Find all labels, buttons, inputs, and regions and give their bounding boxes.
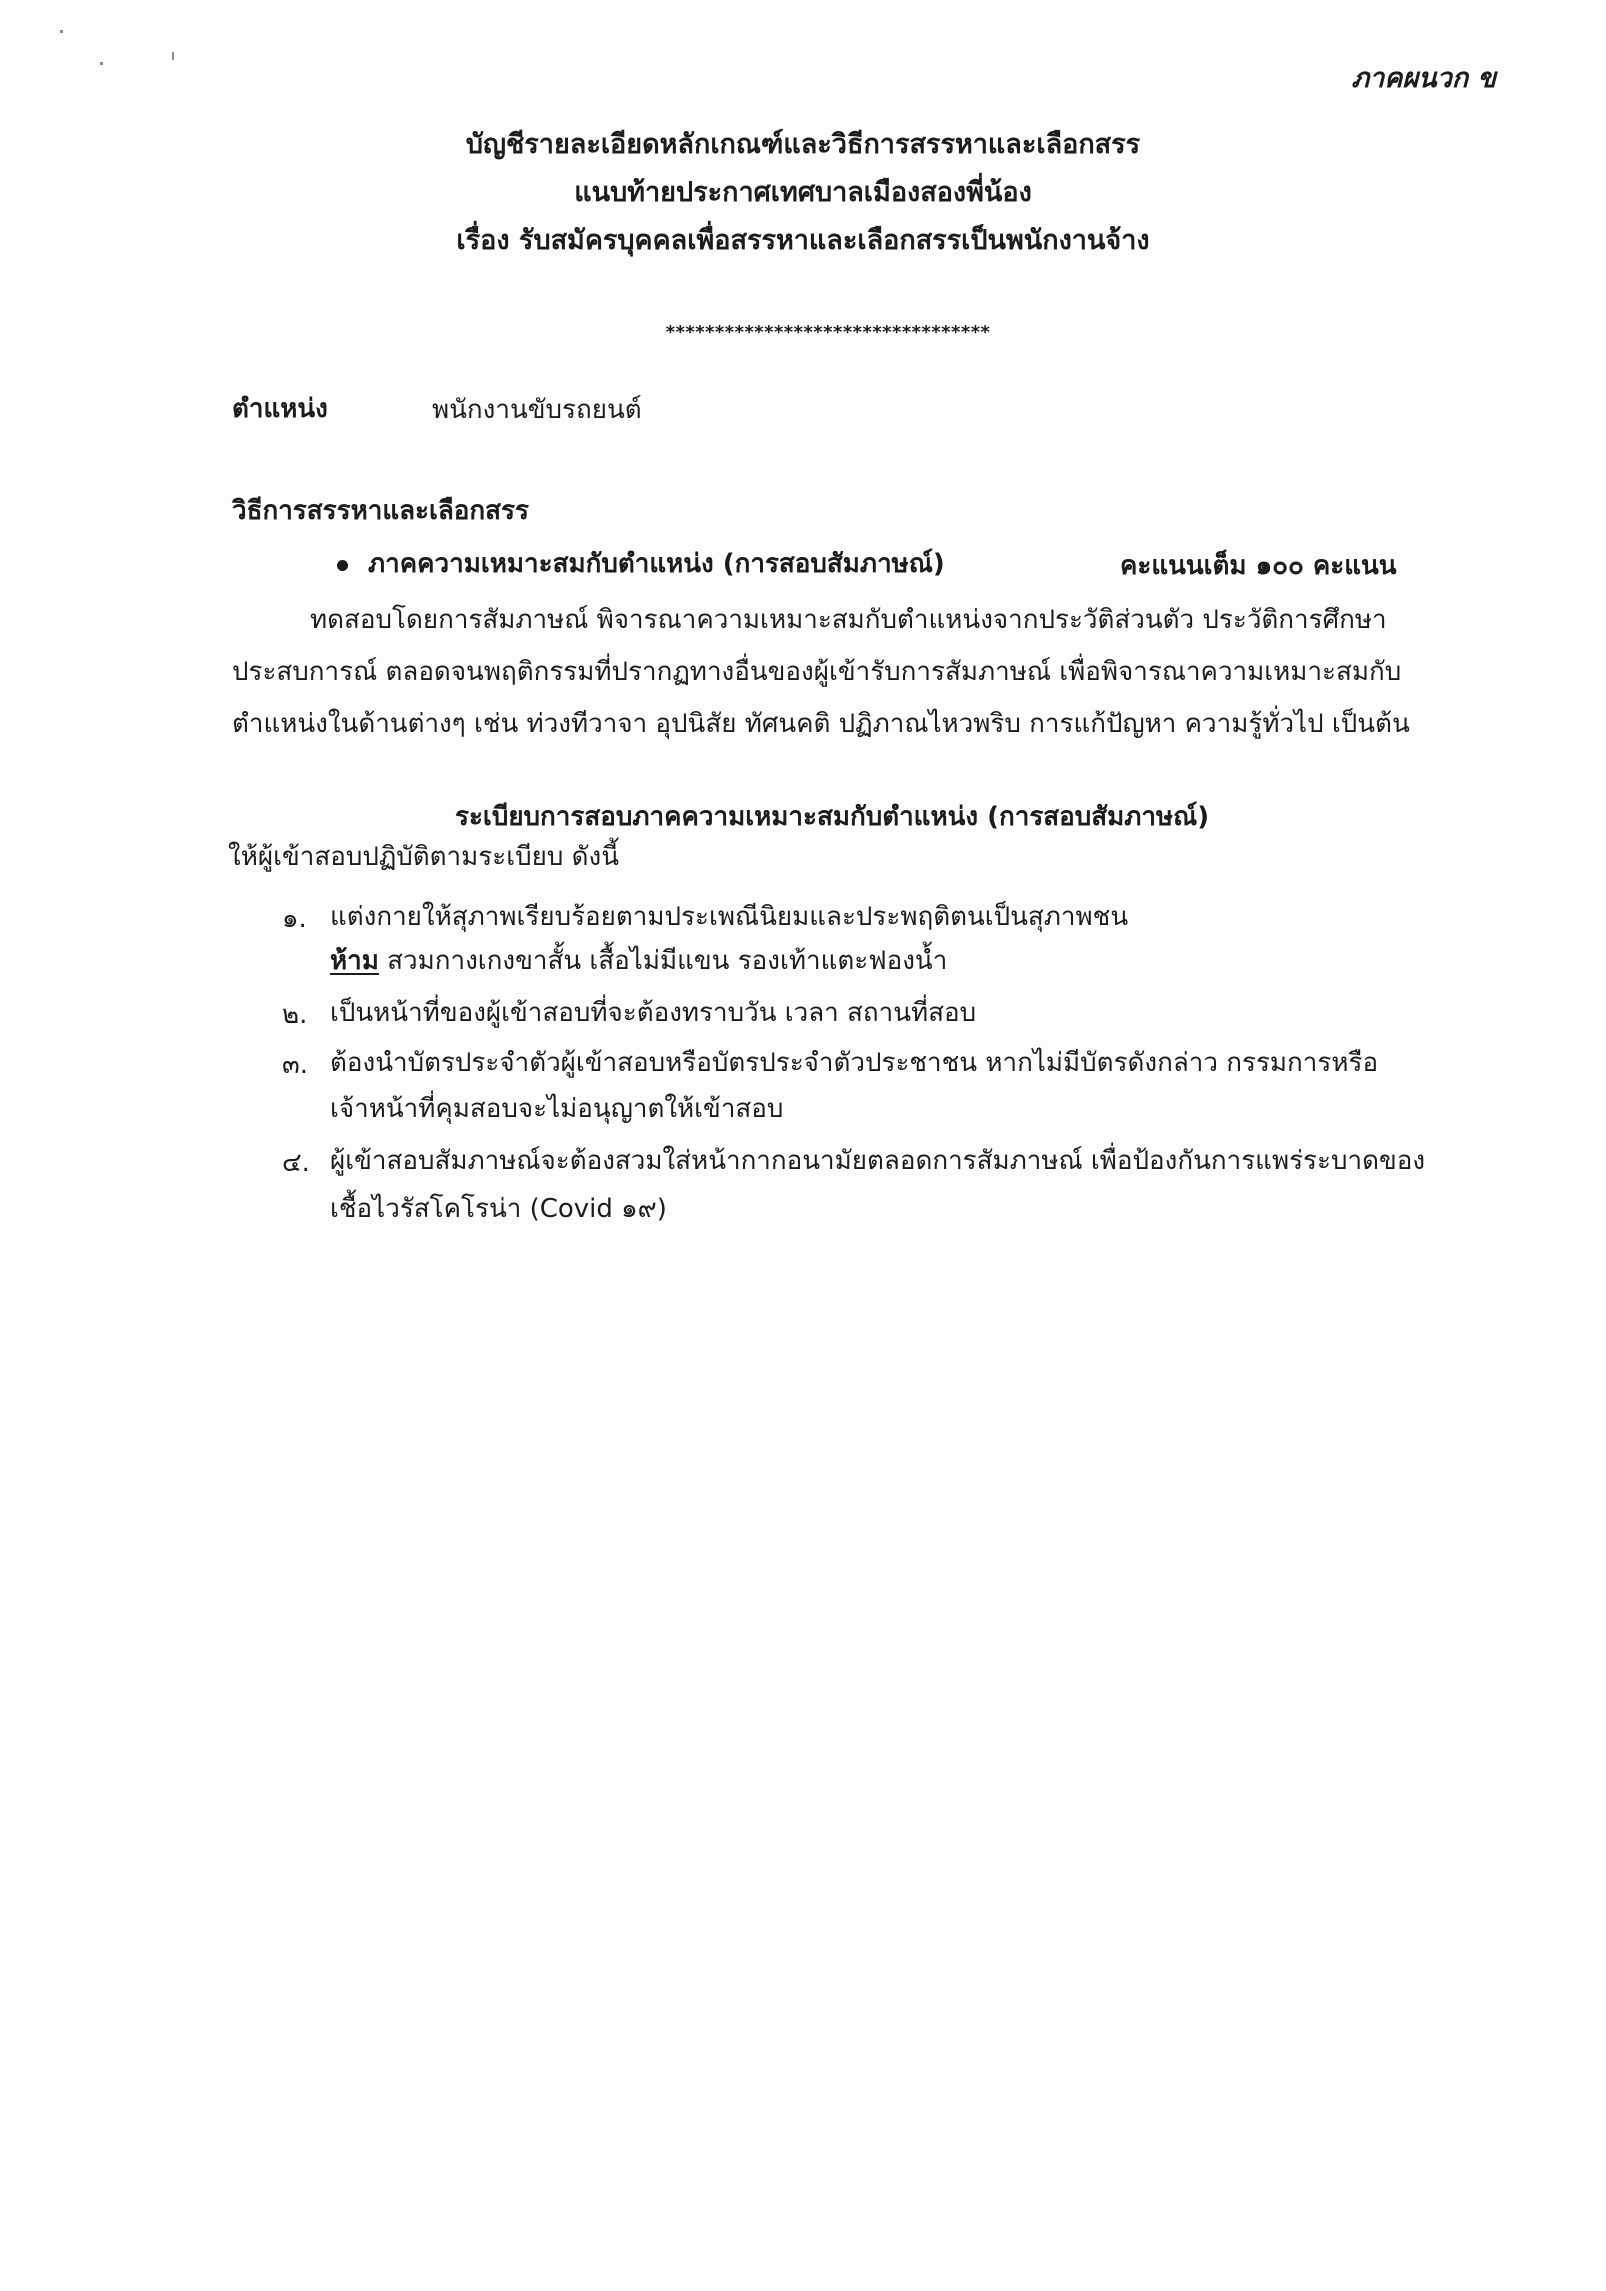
rule-3-line-2: เจ้าหน้าที่คุมสอบจะไม่อนุญาตให้เข้าสอบ: [330, 1094, 784, 1124]
rule-4-line-2: เชื้อไวรัสโคโรน่า (Covid ๑๙): [330, 1194, 667, 1224]
method-heading: วิธีการสรรหาและเลือกสรร: [232, 496, 529, 526]
rules-intro: ให้ผู้เข้าสอบปฏิบัติตามระเบียบ ดังนี้: [228, 842, 619, 872]
method-desc-line-2: ประสบการณ์ ตลอดจนพฤติกรรมที่ปรากฏทางอื่นของผู้เข้ารับการสัมภาษณ์ เพื่อพิจารณาความเหมาะสมกับ: [232, 657, 1402, 687]
scan-speck: [172, 52, 174, 60]
rule-2-line-1: เป็นหน้าที่ของผู้เข้าสอบที่จะต้องทราบวัน เวลา สถานที่สอบ: [330, 998, 977, 1028]
rule-4-line-1: ผู้เข้าสอบสัมภาษณ์จะต้องสวมใส่หน้ากากอนามัยตลอดการสัมภาษณ์ เพื่อป้องกันการแพร่ระบาดของ: [330, 1146, 1426, 1176]
rule-number: ๓.: [282, 1050, 309, 1080]
rules-heading: ระเบียบการสอบภาคความเหมาะสมกับตำแหน่ง (การสอบสัมภาษณ์): [455, 802, 1210, 832]
rule-number: ๒.: [282, 1000, 308, 1030]
method-desc-line-1: ทดสอบโดยการสัมภาษณ์ พิจารณาความเหมาะสมกับตำแหน่งจากประวัติส่วนตัว ประวัติการศึกษา: [310, 605, 1387, 635]
rule-1-line-2-text: สวมกางเกงขาสั้น เสื้อไม่มีแขน รองเท้าแตะฟองน้ำ: [378, 946, 948, 976]
title-line-2: แนบท้ายประกาศเทศบาลเมืองสองพี่น้อง: [574, 177, 1032, 208]
rule-number: ๔.: [282, 1148, 310, 1178]
scan-speck: [100, 62, 103, 65]
bullet-title: ภาคความเหมาะสมกับตำแหน่ง (การสอบสัมภาษณ์): [368, 549, 945, 579]
score-label: คะแนนเต็ม ๑๐๐ คะแนน: [1120, 551, 1397, 581]
position-value: พนักงานขับรถยนต์: [432, 395, 642, 425]
title-line-3: เรื่อง รับสมัครบุคคลเพื่อสรรหาและเลือกสรรเป็นพนักงานจ้าง: [456, 225, 1150, 256]
method-desc-line-3: ตำแหน่งในด้านต่างๆ เช่น ท่วงทีวาจา อุปนิสัย ทัศนคติ ปฏิภาณไหวพริบ การแก้ปัญหา ความรู้ทั่วไป เป็นต้น: [232, 709, 1410, 739]
rule-1-line-2: [330, 944, 947, 978]
rule-number: ๑.: [282, 904, 307, 934]
prohibit-word: ห้าม: [330, 946, 379, 976]
bullet-icon: [337, 560, 348, 571]
appendix-label: ภาคผนวก ข: [1351, 63, 1496, 94]
separator-stars: *********************************: [665, 322, 990, 343]
rule-3-line-1: ต้องนำบัตรประจำตัวผู้เข้าสอบหรือบัตรประจำตัวประชาชน หากไม่มีบัตรดังกล่าว กรรมการหรือ: [330, 1048, 1379, 1078]
title-line-1: บัญชีรายละเอียดหลักเกณฑ์และวิธีการสรรหาและเลือกสรร: [465, 129, 1141, 160]
position-label: ตำแหน่ง: [232, 394, 328, 424]
rule-1-line-1: แต่งกายให้สุภาพเรียบร้อยตามประเพณีนิยมและประพฤติตนเป็นสุภาพชน: [330, 902, 1129, 932]
scan-speck: [60, 30, 63, 33]
